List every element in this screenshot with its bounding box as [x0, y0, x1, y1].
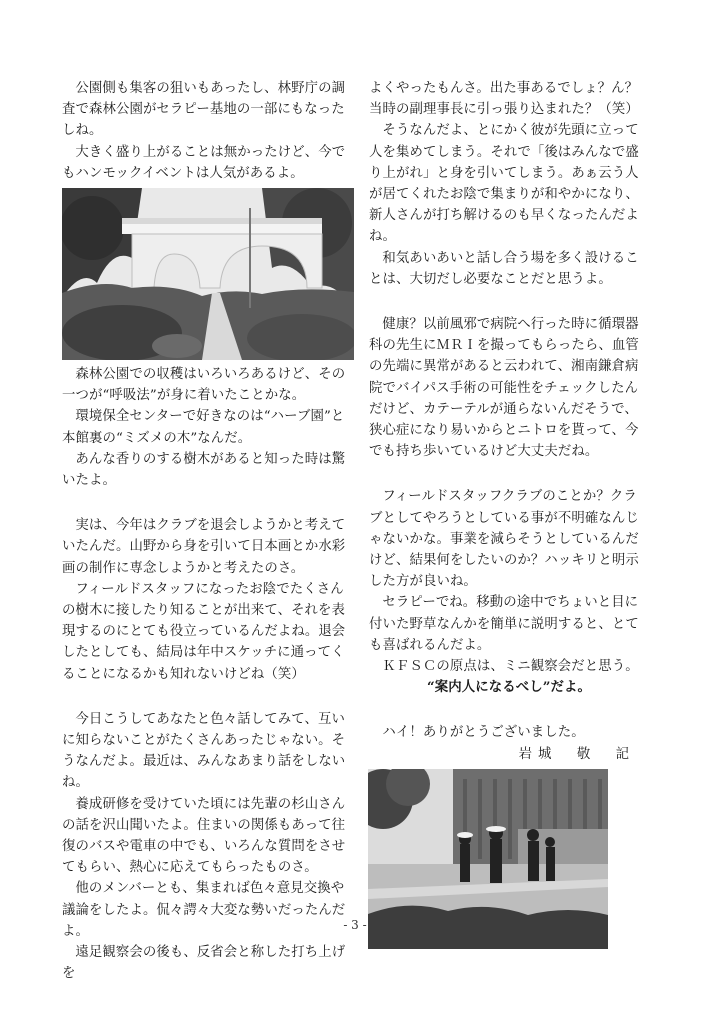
- paragraph: 養成研修を受けていた頃には先輩の杉山さんの話を沢山聞いたよ。住まいの関係もあって往復のバスや電車の中でも、いろんな質問をさせてもらい、熱心に応えてもらったものさ。: [62, 796, 346, 876]
- author-signature: 岩城 敬 記: [518, 746, 635, 762]
- bridge-photo-illustration: [62, 188, 354, 360]
- bridge-photo: [62, 188, 354, 360]
- paragraph: ＫＦＳＣの原点は、ミニ観察会だと思う。: [382, 659, 639, 675]
- right-column: [369, 78, 649, 949]
- paragraph: フィールドスタッフクラブのことか？クラブとしてやろうとしている事が不明確なんじゃないかな。事業を減らそうとしているんだけど、結果何をしたいのか？ハッキリと明示した方が良いね。: [369, 489, 639, 590]
- paragraph: 今日こうしてあなたと色々話してみて、互いに知らないことがたくさんあったじゃない。そうなんだよ。最近は、みんなあまり話をしないね。: [62, 711, 346, 791]
- paragraph: 大きく盛り上がることは無かったけど、今でもハンモックイベントは人気があるよ。: [62, 144, 346, 181]
- paragraph: 実は、今年はクラブを退会しようかと考えていたんだ。山野から身を引いて日本画とか水彩画の制作に専念しようかと考えたのさ。: [62, 518, 346, 576]
- paragraph: 公園側も集客の狙いもあったし、林野庁の調査で森林公園がセラピー基地の一部にもなったしね。: [62, 81, 346, 139]
- left-column: [62, 78, 356, 985]
- paragraph: 和気あいあいと話し合う場を多く設けることは、大切だし必要なことだと思うよ。: [369, 250, 639, 287]
- paragraph: 健康？以前風邪で病院へ行った時に循環器科の先生にＭＲＩを撮ってもらったら、血管の先端に異常があると云われて、湘南鎌倉病院でバイパス手術の可能性をチェックしたんだけど、カテーテルが通らないんだそうで、狭心症になり易いからとニトロを貰って、今でも持ち歩いているけど大丈夫だね。: [369, 317, 639, 460]
- page-number: - 3 -: [343, 918, 367, 932]
- emphasis-line: “案内人になるべし”だよ。: [426, 679, 591, 696]
- paragraph: よくやったもんさ。出た事あるでしょ？ん？当時の副理事長に引っ張り込まれた？（笑）: [369, 81, 639, 118]
- paragraph: 遠足観察会の後も、反省会と称した打ち上げを: [62, 945, 346, 982]
- closing-line: ハイ！ありがとうございました。: [382, 725, 585, 741]
- paragraph: セラピーでね。移動の途中でちょいと目に付いた野草なんかを簡単に説明すると、とても喜ばれるんだよ。: [369, 595, 639, 653]
- paragraph: そうなんだよ、とにかく彼が先頭に立って人を集めてしまう。それで「後はみんなで盛り上がれ」と身を引いてしまう。あぁ云う人が居てくれたお陰で集まりが和やかになり、新人さんが打ち解けるのも早くなったんだよね。: [369, 123, 639, 245]
- paragraph: フィールドスタッフになったお陰でたくさんの樹木に接したり知ることが出来て、それを表現するのにとても役立っているんだよね。退会したとしても、結局は年中スケッチに通ってくることになるかも知れないけどね（笑）: [62, 581, 346, 682]
- paragraph: 森林公園での収穫はいろいろあるけど、その一つが“呼吸法”が身に着いたことかな。: [62, 367, 346, 404]
- paragraph: 環境保全センターで好きなのは“ハーブ園”と本館裏の“ミズメの木”なんだ。: [62, 409, 345, 446]
- paragraph: 他のメンバーとも、集まれば色々意見交換や議論をしたよ。侃々諤々大変な勢いだったんだよ。: [62, 881, 346, 939]
- paragraph: あんな香りのする樹木があると知った時は驚いたよ。: [62, 451, 346, 489]
